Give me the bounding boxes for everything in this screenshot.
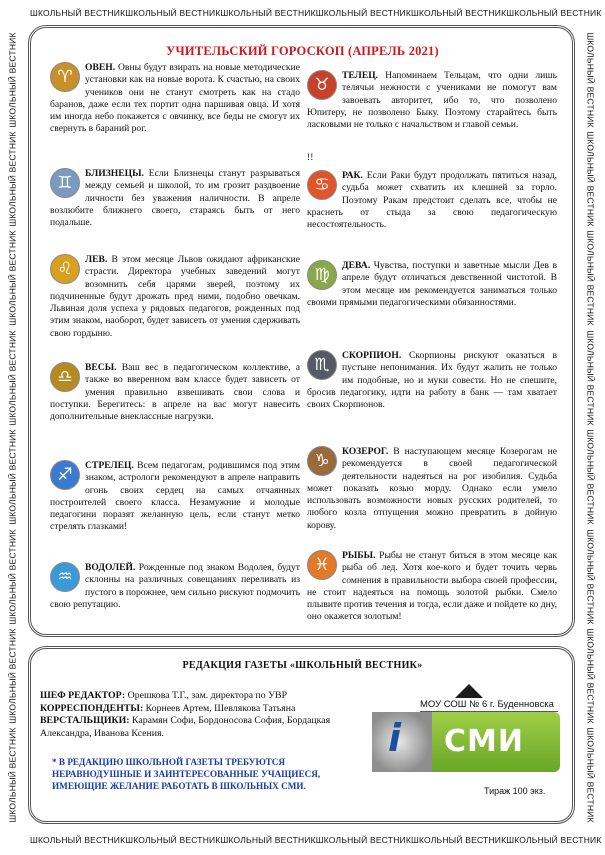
sign-taurus — [307, 70, 557, 131]
band-label: ШКОЛЬНЫЙ ВЕСТНИК — [506, 8, 602, 18]
aquarius-icon: ♒ — [50, 562, 80, 592]
band-label: ШКОЛЬНЫЙ ВЕСТНИК — [586, 429, 596, 525]
logo-i: i — [388, 716, 402, 760]
band-label: ШКОЛЬНЫЙ ВЕСТНИК — [586, 727, 596, 823]
sign-virgo — [307, 260, 557, 309]
sign-name: СКОРПИОН. — [342, 350, 402, 361]
sign-capricorn — [307, 446, 557, 532]
header-band — [30, 2, 602, 24]
pisces-icon: ♓ — [307, 550, 337, 580]
sign-aquarius — [50, 562, 300, 611]
sagittarius-icon: ♐ — [50, 460, 80, 490]
sign-gemini — [50, 168, 300, 229]
recruitment-notice: * В РЕДАКЦИЮ ШКОЛЬНОЙ ГАЗЕТЫ ТРЕБУЮТСЯ НЕРАВНОДУШНЫЕ И ЗАИНТЕРЕСОВАННЫЕ УЧАЩИЕСЯ, ИМЕЮЩИЕ ЖЕЛАНИЕ РАБОТАТЬ В ШКОЛЬНЫХ СМИ. — [52, 757, 321, 791]
band-label: ШКОЛЬНЫЙ ВЕСТНИК — [315, 8, 411, 18]
sign-name: ВЕСЫ. — [85, 362, 117, 373]
sign-text: Напоминаем Тельцам, что одни лишь телячьи нежности с учениками не помогут вам завоевать авторитет, ибо то, что позволено Юпитеру, не позволено Быку. Поэтому старайтесь быть ласковыми не только с начальством и главой семьи. — [307, 70, 557, 131]
sign-libra — [50, 362, 300, 423]
band-label: ШКОЛЬНЫЙ ВЕСТНИК — [411, 8, 507, 18]
sign-pisces — [307, 550, 557, 624]
sign-name: СТРЕЛЕЦ. — [85, 460, 134, 471]
layout-line — [40, 715, 360, 740]
band-label: ШКОЛЬНЫЙ ВЕСТНИК — [8, 528, 18, 625]
sign-text: Овны будут взирать на новые методические установки как на новые ворота. К счастью, на своих учеников они не станут смотреть как на стадо баранов, даже если тех портит одна паршивая овца. И хотя им иногда небо покажется с овчинку, все беды не смогут их свернуть в бараний рог. — [50, 62, 300, 135]
sign-name: КОЗЕРОГ. — [342, 446, 389, 457]
sign-text: Всем педагогам, родившимся под этим знаком, астрологи рекомендуют в апреле направить огонь своих сердец на самых отчаянных построителей своего класса. Незамужние и молодые педагогини поразят желанную цель, если станут метко стрелять глазками! — [50, 460, 300, 533]
editorial-heading: РЕДАКЦИЯ ГАЗЕТЫ «ШКОЛЬНЫЙ ВЕСТНИК» — [182, 660, 423, 671]
band-label: ШКОЛЬНЫЙ ВЕСТНИК — [411, 835, 507, 845]
page-title: УЧИТЕЛЬСКИЙ ГОРОСКОП (АПРЕЛЬ 2021) — [166, 44, 439, 58]
sign-text: Рожденные под знаком Водолея, будут склонны на различных совещаниях переливать из пустого в порожнее, чем сильно рискуют подмочить свою репутацию. — [50, 562, 300, 610]
layout-value: Карамян Софи, Бордоносова София, Бордацкая Александра, Иванова Ксения. — [40, 715, 331, 739]
band-label: ШКОЛЬНЫЙ ВЕСТНИК — [8, 628, 18, 724]
band-label: ШКОЛЬНЫЙ ВЕСТНИК — [8, 429, 18, 525]
sign-leo — [50, 254, 300, 340]
logo-text: СМИ — [444, 724, 524, 759]
band-label: ШКОЛЬНЫЙ ВЕСТНИК — [220, 835, 316, 845]
sign-text: В этом месяце Львов ожидают африканские страсти. Директора учебных заведений могут возомнить себя царями зверей, поэтому их подчиненные будут дрожать пред ними, подобно овечкам. Львиная доля успеха у рядовых педагогов, рожденных под этим знаком, наоборот, будет зависеть от умения сдерживать свою гордыню. — [50, 254, 300, 339]
editorial-staff — [40, 690, 360, 740]
sign-name: ДЕВА. — [342, 260, 371, 271]
print-run: Тираж 100 экз. — [484, 786, 546, 796]
scorpio-icon: ♏ — [307, 350, 337, 380]
sign-name: ТЕЛЕЦ. — [342, 70, 379, 81]
band-label: ШКОЛЬНЫЙ ВЕСТНИК — [8, 32, 18, 128]
corr-label: КОРРЕСПОНДЕНТЫ: — [40, 702, 144, 714]
sign-text: Ваш вес в педагогическом коллективе, а также во вверенном вам классе будет зависеть от умения правильно взвешивать свои слова и поступки. Берегитесь: в апреле на вас могут навесить дополнительные внеклассные нагрузки. — [50, 362, 300, 423]
smi-logo — [372, 712, 560, 772]
sign-text: Чувства, поступки и заветные мысли Дев в апреле будут отличаться девственной чистотой. В этом месяце им рекомендуется заниматься только своими прямыми педагогическими обязанностями. — [307, 260, 557, 308]
sign-text: Рыбы не станут биться в этом месяце как рыба об лед. Хотя кое-кого и будет точить червь сомнения в правильности выбора своей профессии, не стоит надеяться на помощь золотой рыбки. Смело плывите против течения и тогда, если даже и пойдете ко дну, оно окажется золотым! — [307, 550, 557, 623]
band-label: ШКОЛЬНЫЙ ВЕСТНИК — [586, 230, 596, 327]
sign-name: ОВЕН. — [85, 62, 116, 73]
band-label: ШКОЛЬНЫЙ ВЕСТНИК — [8, 330, 18, 426]
exclamation-note: !! — [307, 152, 314, 163]
band-label: ШКОЛЬНЫЙ ВЕСТНИК — [586, 628, 596, 724]
sign-sagittarius — [50, 460, 300, 534]
correspondents-line — [40, 703, 360, 716]
left-band — [2, 30, 24, 825]
school-name: МОУ СОШ № 6 г. Буденновска — [420, 699, 558, 712]
band-label: ШКОЛЬНЫЙ ВЕСТНИК — [30, 8, 126, 18]
sign-name: БЛИЗНЕЦЫ. — [85, 168, 144, 179]
sign-text: Если Близнецы станут разрываться между семьей и школой, то им грозит раздвоение личности без уважения наличности. В апреле возлюбите ближнего своего, стараясь быть от него подальше. — [50, 168, 300, 229]
band-label: ШКОЛЬНЫЙ ВЕСТНИК — [125, 8, 221, 18]
band-label: ШКОЛЬНЫЙ ВЕСТНИК — [220, 8, 316, 18]
sign-aries — [50, 62, 300, 136]
sign-text: В наступающем месяце Козерогам не рекомендуется в своей педагогической деятельности надеяться на рог изобилия. Судьба может показать козью морду. Однако если умело использовать возможности новых русских родителей, то любого козла отпущения можно превратить в дойную корову. — [307, 446, 557, 531]
corr-value: Корнеев Артем, Шевлякова Татьяна — [143, 702, 296, 714]
sign-name: ВОДОЛЕЙ. — [85, 562, 136, 573]
gemini-icon: ♊ — [50, 168, 80, 198]
chief-editor-line — [40, 690, 360, 703]
taurus-icon: ♉ — [307, 70, 337, 100]
band-label: ШКОЛЬНЫЙ ВЕСТНИК — [586, 330, 596, 426]
sign-name: РЫБЫ. — [342, 550, 376, 561]
right-band — [580, 30, 602, 825]
band-label: ШКОЛЬНЫЙ ВЕСТНИК — [125, 835, 221, 845]
footer-band — [30, 829, 602, 851]
capricorn-icon: ♑ — [307, 446, 337, 476]
libra-icon: ♎ — [50, 362, 80, 392]
logo-globe-icon — [372, 712, 432, 772]
band-label: ШКОЛЬНЫЙ ВЕСТНИК — [8, 131, 18, 227]
band-label: ШКОЛЬНЫЙ ВЕСТНИК — [315, 835, 411, 845]
virgo-icon: ♍ — [307, 260, 337, 290]
sign-name: РАК. — [342, 170, 363, 181]
band-label: ШКОЛЬНЫЙ ВЕСТНИК — [506, 835, 602, 845]
band-label: ШКОЛЬНЫЙ ВЕСТНИК — [586, 528, 596, 625]
sign-text: Скорпионы рискуют оказаться в пустыне непонимания. Их будут жалить не только им подобные, но и муки совести. Но не спешите, бросив педагогику, идти на работу в банк — там хватает своих Скорпионов. — [307, 350, 557, 411]
triangle-logo-icon — [455, 684, 483, 698]
cancer-icon: ♋ — [307, 170, 337, 200]
layout-label: ВЕРСТАЛЬЩИКИ: — [40, 715, 130, 727]
band-label: ШКОЛЬНЫЙ ВЕСТНИК — [8, 727, 18, 823]
chief-label: ШЕФ РЕДАКТОР: — [40, 690, 126, 701]
sign-scorpio — [307, 350, 557, 411]
chief-value: Орешкова Т.Г., зам. директора по УВР — [125, 690, 288, 701]
band-label: ШКОЛЬНЫЙ ВЕСТНИК — [586, 131, 596, 227]
band-label: ШКОЛЬНЫЙ ВЕСТНИК — [8, 230, 18, 327]
sign-cancer — [307, 170, 557, 231]
leo-icon: ♌ — [50, 254, 80, 284]
band-label: ШКОЛЬНЫЙ ВЕСТНИК — [30, 835, 126, 845]
sign-text: Если Раки будут продолжать пятиться назад, судьба может схватить их клешней за горло. Поэтому Ракам предстоит сделать все, чтобы не краснеть от стыда за свою педагогическую несостоятельность. — [307, 170, 557, 231]
sign-name: ЛЕВ. — [85, 254, 108, 265]
band-label: ШКОЛЬНЫЙ ВЕСТНИК — [586, 32, 596, 128]
aries-icon: ♈ — [50, 62, 80, 92]
